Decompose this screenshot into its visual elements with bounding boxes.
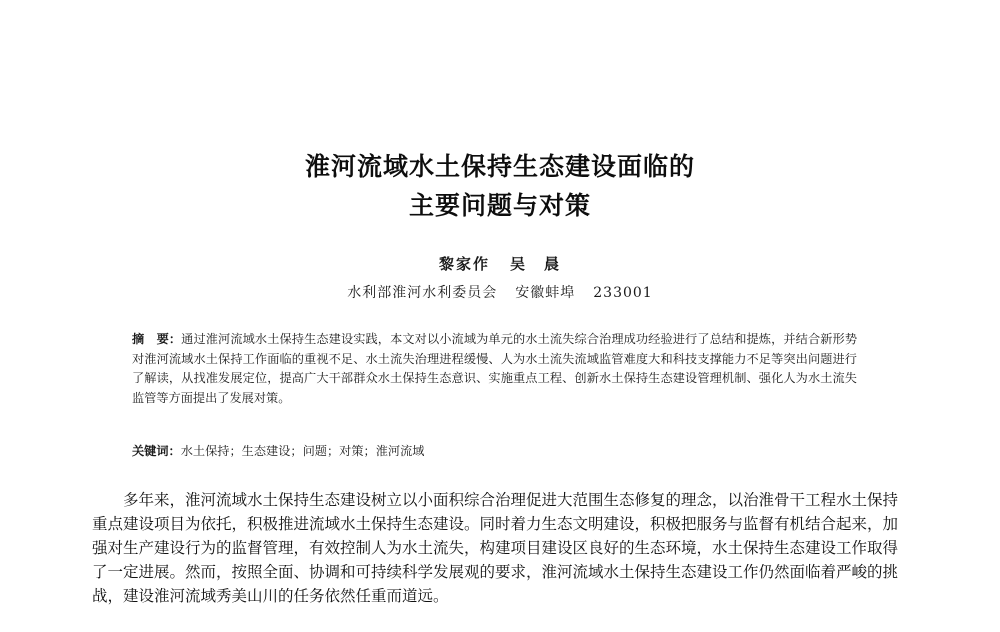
keywords-text: 水土保持；生态建设；问题；对策；淮河流域 bbox=[180, 444, 425, 458]
abstract-label: 摘 要： bbox=[132, 332, 182, 346]
affiliation-place: 安徽蚌埠 bbox=[515, 285, 576, 301]
body-paragraph: 多年来，淮河流域水土保持生态建设树立以小面积综合治理促进大范围生态修复的理念，以治淮骨干工程水土保持重点建设项目为依托，积极推进流域水土保持生态建设。同时着力生态文明建设，积极把服务与监督有机结合起来，加强对生产建设行为的监督管理，有效控制人为水土流失，构建项目建设区良好的生态环境，水土保持生态建设工作取得了一定进展。然而，按照全面、协调和可持续科学发展观的要求，淮河流域水土保持生态建设工作仍然面临着严峻的挑战，建设淮河流域秀美山川的任务依然任重而道远。 bbox=[92, 491, 899, 605]
paper-title-line-2: 主要问题与对策 bbox=[408, 191, 591, 220]
keywords-label: 关键词： bbox=[132, 444, 181, 458]
affiliation-org: 水利部淮河水利委员会 bbox=[347, 285, 498, 301]
author-list bbox=[0, 253, 1000, 274]
author-name: 黎家作 bbox=[438, 255, 490, 273]
abstract bbox=[132, 330, 857, 408]
paper-title-line-1: 淮河流域水土保持生态建设面临的 bbox=[304, 152, 695, 181]
author-name: 吴 晨 bbox=[510, 255, 562, 273]
keywords bbox=[132, 442, 857, 461]
affiliation bbox=[0, 282, 1000, 302]
abstract-text: 通过淮河流域水土保持生态建设实践，本文对以小流域为单元的水土流失综合治理成功经验进行了总结和提炼，并结合新形势对淮河流域水土保持工作面临的重视不足、水土流失治理进程缓慢、人为水土流失流域监管难度大和科技支撑能力不足等突出问题进行了解读，从找准发展定位，提高广大干部群众水土保持生态意识、实施重点工程、创新水土保持生态建设管理机制、强化人为水土流失监管等方面提出了发展对策。 bbox=[132, 332, 858, 405]
affiliation-postcode: 233001 bbox=[593, 285, 653, 301]
